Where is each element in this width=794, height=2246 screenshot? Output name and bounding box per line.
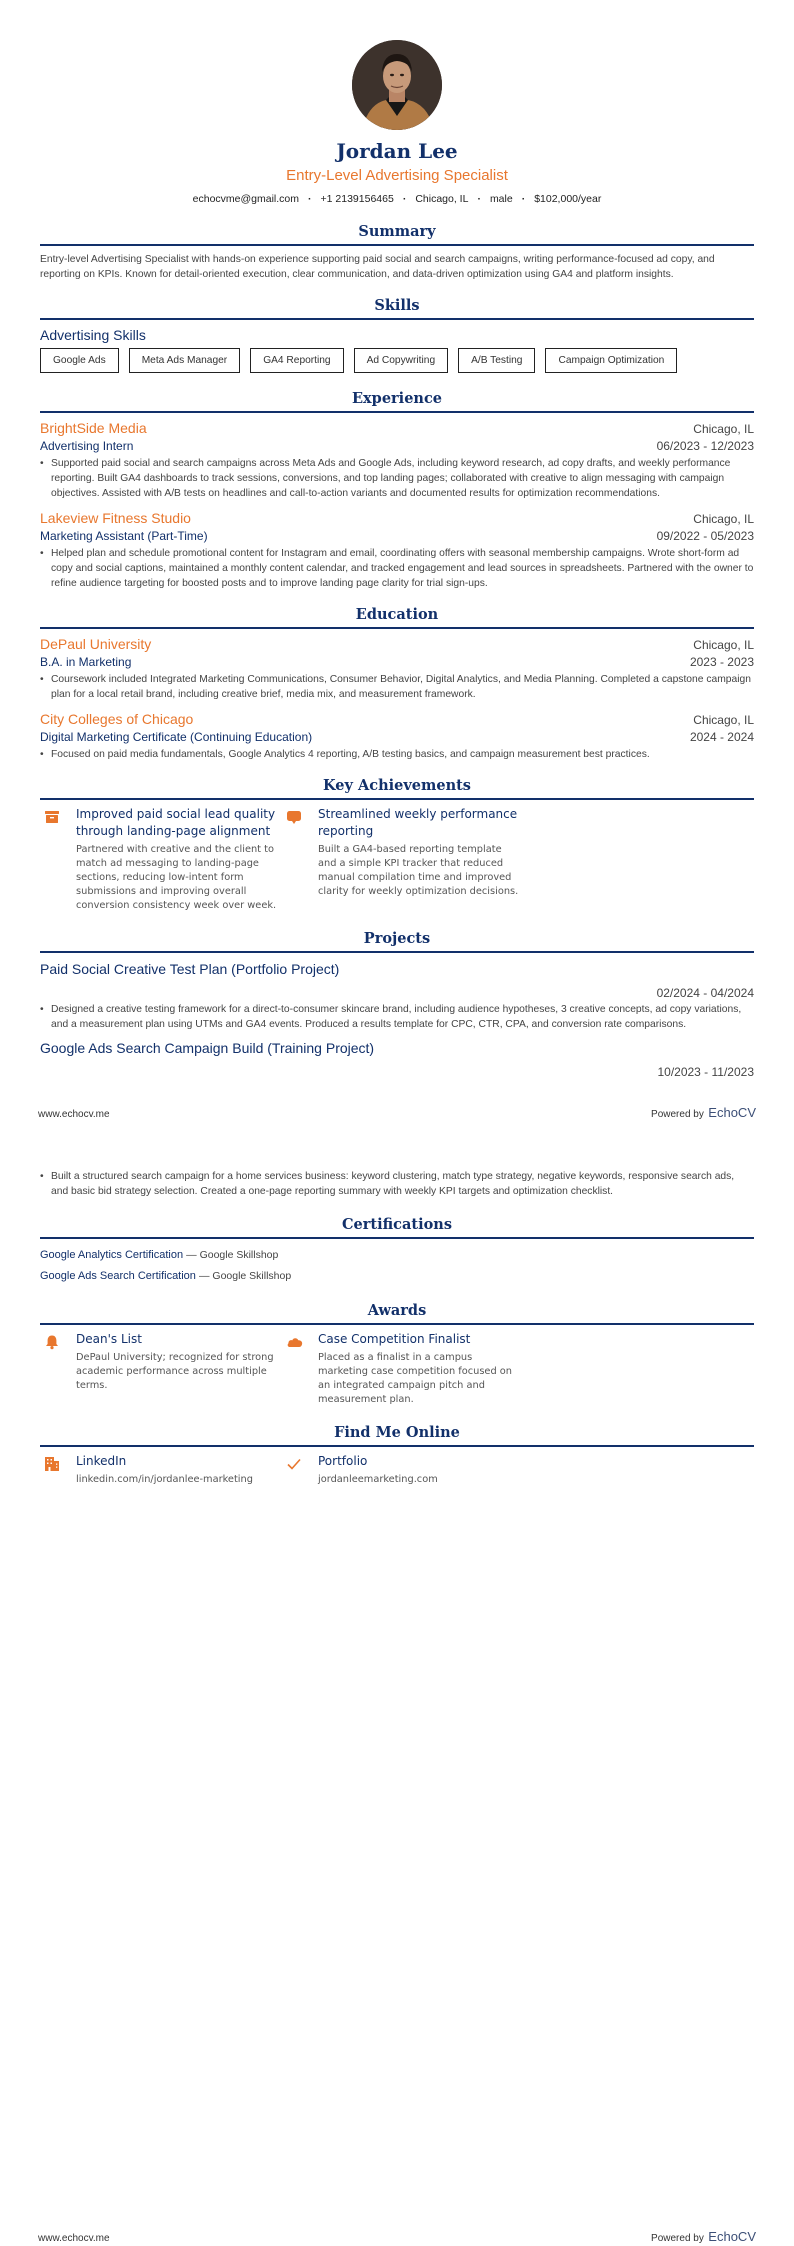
resume-header [0, 0, 794, 206]
separator-dot: · [477, 193, 481, 205]
skill-chip: GA4 Reporting [250, 348, 343, 373]
certification-issuer: Google Skillshop [212, 1270, 292, 1282]
experience-entry [40, 419, 754, 501]
footer-powered-label: Powered by [651, 1109, 704, 1120]
education-bullet: • Coursework included Integrated Marketing Communications, Consumer Behavior, Digital Analytics, and Media Planning. Completed a capstone campaign plan for a local retail brand, including creative brief, media mix, and measurement framework. [40, 672, 754, 702]
candidate-name: Jordan Lee [336, 139, 458, 163]
footer-site-link[interactable]: www.echocv.me [38, 2233, 110, 2244]
award-card [40, 1331, 280, 1407]
section-divider [40, 1445, 754, 1447]
building-icon [40, 1453, 76, 1487]
awards-section [40, 1301, 754, 1413]
online-label: LinkedIn [76, 1454, 127, 1468]
section-heading: Education [355, 606, 439, 623]
project-title: Paid Social Creative Test Plan (Portfolio Project) [40, 961, 340, 977]
education-section [40, 605, 754, 762]
skill-chips [40, 348, 754, 373]
projects-section [40, 929, 754, 1199]
section-heading: Key Achievements [323, 777, 471, 794]
online-link-portfolio[interactable] [282, 1453, 522, 1487]
section-heading: Experience [351, 390, 443, 407]
education-dates: 2023 - 2023 [689, 655, 754, 669]
achievement-title: Streamlined weekly performance reporting [318, 807, 518, 838]
chat-bubble-icon [282, 806, 318, 913]
section-heading: Projects [363, 930, 431, 947]
section-heading: Find Me Online [334, 1424, 460, 1441]
separator-dot: · [402, 193, 407, 205]
skill-chip: Google Ads [40, 348, 119, 373]
education-entry [40, 635, 754, 702]
section-divider [40, 318, 754, 320]
separator-dot: · [521, 193, 526, 205]
degree: B.A. in Marketing [40, 655, 132, 669]
award-title: Case Competition Finalist [318, 1332, 471, 1346]
section-divider [40, 1237, 754, 1239]
online-link-linkedin[interactable] [40, 1453, 280, 1487]
degree: Digital Marketing Certificate (Continuing Education) [40, 730, 313, 744]
job-role: Advertising Intern [40, 439, 134, 453]
experience-entry [40, 509, 754, 591]
company-name: Lakeview Fitness Studio [40, 510, 191, 526]
cloud-icon [282, 1331, 318, 1407]
footer-brand[interactable]: EchoCV [708, 2229, 756, 2244]
achievement-desc: Partnered with creative and the client to match ad messaging to landing-page sections, reducing low-intent form submissions and improving overall conversion consistency week over week. [76, 844, 277, 911]
job-dates: 06/2023 - 12/2023 [656, 439, 754, 453]
contact-salary: $102,000/year [534, 193, 602, 205]
school-name: DePaul University [40, 636, 152, 652]
contact-location: Chicago, IL [415, 193, 469, 205]
certification-name: Google Ads Search Certification [40, 1270, 196, 1282]
skills-section [40, 296, 754, 373]
online-section [40, 1423, 754, 1493]
award-title: Dean's List [76, 1332, 142, 1346]
section-divider [40, 411, 754, 413]
job-bullet: • Helped plan and schedule promotional content for Instagram and email, coordinating offers with seasonal membership campaigns. Wrote short-form ad copy and social captions, maintained a monthly content calendar, and tracked engagement and lead sources in spreadsheets. Partnered with the owner to refine audience targeting for boosted posts and to improve landing page clarity for trial sign-ups. [40, 546, 754, 591]
skill-chip: Ad Copywriting [354, 348, 449, 373]
section-divider [40, 951, 754, 953]
skill-chip: A/B Testing [458, 348, 535, 373]
company-location: Chicago, IL [693, 422, 754, 436]
job-dates: 09/2022 - 05/2023 [656, 529, 754, 543]
archive-box-icon [40, 806, 76, 913]
education-entry [40, 710, 754, 762]
certification-item [40, 1245, 754, 1266]
project-dates: 10/2023 - 11/2023 [657, 1065, 754, 1079]
checkmark-icon [282, 1453, 318, 1487]
section-divider [40, 627, 754, 629]
achievement-card [40, 806, 280, 913]
summary-text: Entry-level Advertising Specialist with hands-on experience supporting paid social and search campaigns, writing performance-focused ad copy, and reporting on KPIs. Known for detail-oriented execution, clear communication, and data-driven optimization using GA4 and platform insights. [40, 254, 715, 280]
achievement-card [282, 806, 522, 913]
section-divider [40, 1323, 754, 1325]
candidate-title: Entry-Level Advertising Specialist [286, 167, 508, 184]
company-name: BrightSide Media [40, 420, 147, 436]
job-bullet: • Supported paid social and search campaigns across Meta Ads and Google Ads, including keyword research, ad copy drafts, and weekly performance reporting. Built GA4 dashboards to track sessions, conversions, and top landing pages; collaborated with creative to align messaging with campaign objectives. Assisted with A/B tests on headlines and call-to-action variants and documented results for optimization recommendations. [40, 456, 754, 501]
achievements-section [40, 776, 754, 919]
certification-issuer: Google Skillshop [199, 1249, 279, 1261]
footer-brand[interactable]: EchoCV [708, 1105, 756, 1120]
footer-site-link[interactable]: www.echocv.me [38, 1109, 110, 1120]
skill-chip: Meta Ads Manager [129, 348, 241, 373]
online-url[interactable]: jordanleemarketing.com [318, 1474, 438, 1485]
school-name: City Colleges of Chicago [40, 711, 194, 727]
separator-dot: · [308, 193, 312, 205]
page-break-gap [40, 1080, 754, 1168]
education-dates: 2024 - 2024 [689, 730, 754, 744]
summary-section [40, 222, 754, 282]
section-heading: Skills [374, 297, 420, 314]
section-heading: Certifications [342, 1216, 452, 1233]
project-dates: 02/2024 - 04/2024 [656, 986, 754, 1000]
achievement-desc: Built a GA4-based reporting template and a simple KPI tracker that reduced manual compilation time and improved clarity for weekly optimization decisions. [318, 844, 519, 897]
contact-line [0, 192, 794, 206]
dash-separator: — [198, 1270, 210, 1282]
project-bullet: • Built a structured search campaign for a home services business: keyword clustering, match type strategy, negative keywords, responsive search ads, and basic bid strategy selection. Created a one-page reporting summary with weekly KPI targets and optimization checklist. [40, 1169, 754, 1199]
section-divider [40, 798, 754, 800]
school-location: Chicago, IL [693, 713, 754, 727]
skill-chip: Campaign Optimization [545, 348, 677, 373]
company-location: Chicago, IL [693, 512, 754, 526]
contact-email[interactable]: echocvme@gmail.com [192, 193, 300, 205]
contact-phone[interactable]: +1 2139156465 [320, 193, 394, 205]
experience-section [40, 389, 754, 591]
job-role: Marketing Assistant (Part-Time) [40, 529, 208, 543]
school-location: Chicago, IL [693, 638, 754, 652]
project-bullet: • Designed a creative testing framework for a direct-to-consumer skincare brand, including audience hypotheses, 3 creative concepts, ad copy variations, and a measurement plan using UTMs and GA4 events. Produced a results template for CPC, CTR, CPA, and conversion rate comparisons. [40, 1002, 754, 1032]
contact-gender: male [489, 193, 513, 205]
section-heading: Awards [367, 1302, 427, 1319]
award-card [282, 1331, 522, 1407]
skill-group-title: Advertising Skills [40, 327, 146, 343]
education-bullet: • Focused on paid media fundamentals, Google Analytics 4 reporting, A/B testing basics, and campaign measurement best practices. [40, 747, 754, 762]
dash-separator: — [186, 1249, 197, 1261]
project-title: Google Ads Search Campaign Build (Training Project) [40, 1040, 375, 1056]
section-heading: Summary [358, 223, 436, 240]
online-url[interactable]: linkedin.com/in/jordanlee-marketing [76, 1474, 253, 1485]
award-desc: Placed as a finalist in a campus marketing case competition focused on an integrated campaign pitch and measurement plan. [318, 1352, 512, 1405]
certification-item [40, 1266, 754, 1287]
section-divider [40, 244, 754, 246]
project-entry [40, 959, 754, 1032]
bell-icon [40, 1331, 76, 1407]
page-footer [38, 1104, 756, 1122]
achievement-title: Improved paid social lead quality through landing-page alignment [76, 807, 276, 838]
certifications-section [40, 1215, 754, 1287]
footer-powered-label: Powered by [651, 2233, 704, 2244]
award-desc: DePaul University; recognized for strong academic performance across multiple terms. [76, 1352, 274, 1391]
avatar [352, 40, 442, 130]
page-footer [38, 2228, 756, 2246]
online-label: Portfolio [318, 1454, 368, 1468]
certification-name: Google Analytics Certification [40, 1249, 184, 1261]
